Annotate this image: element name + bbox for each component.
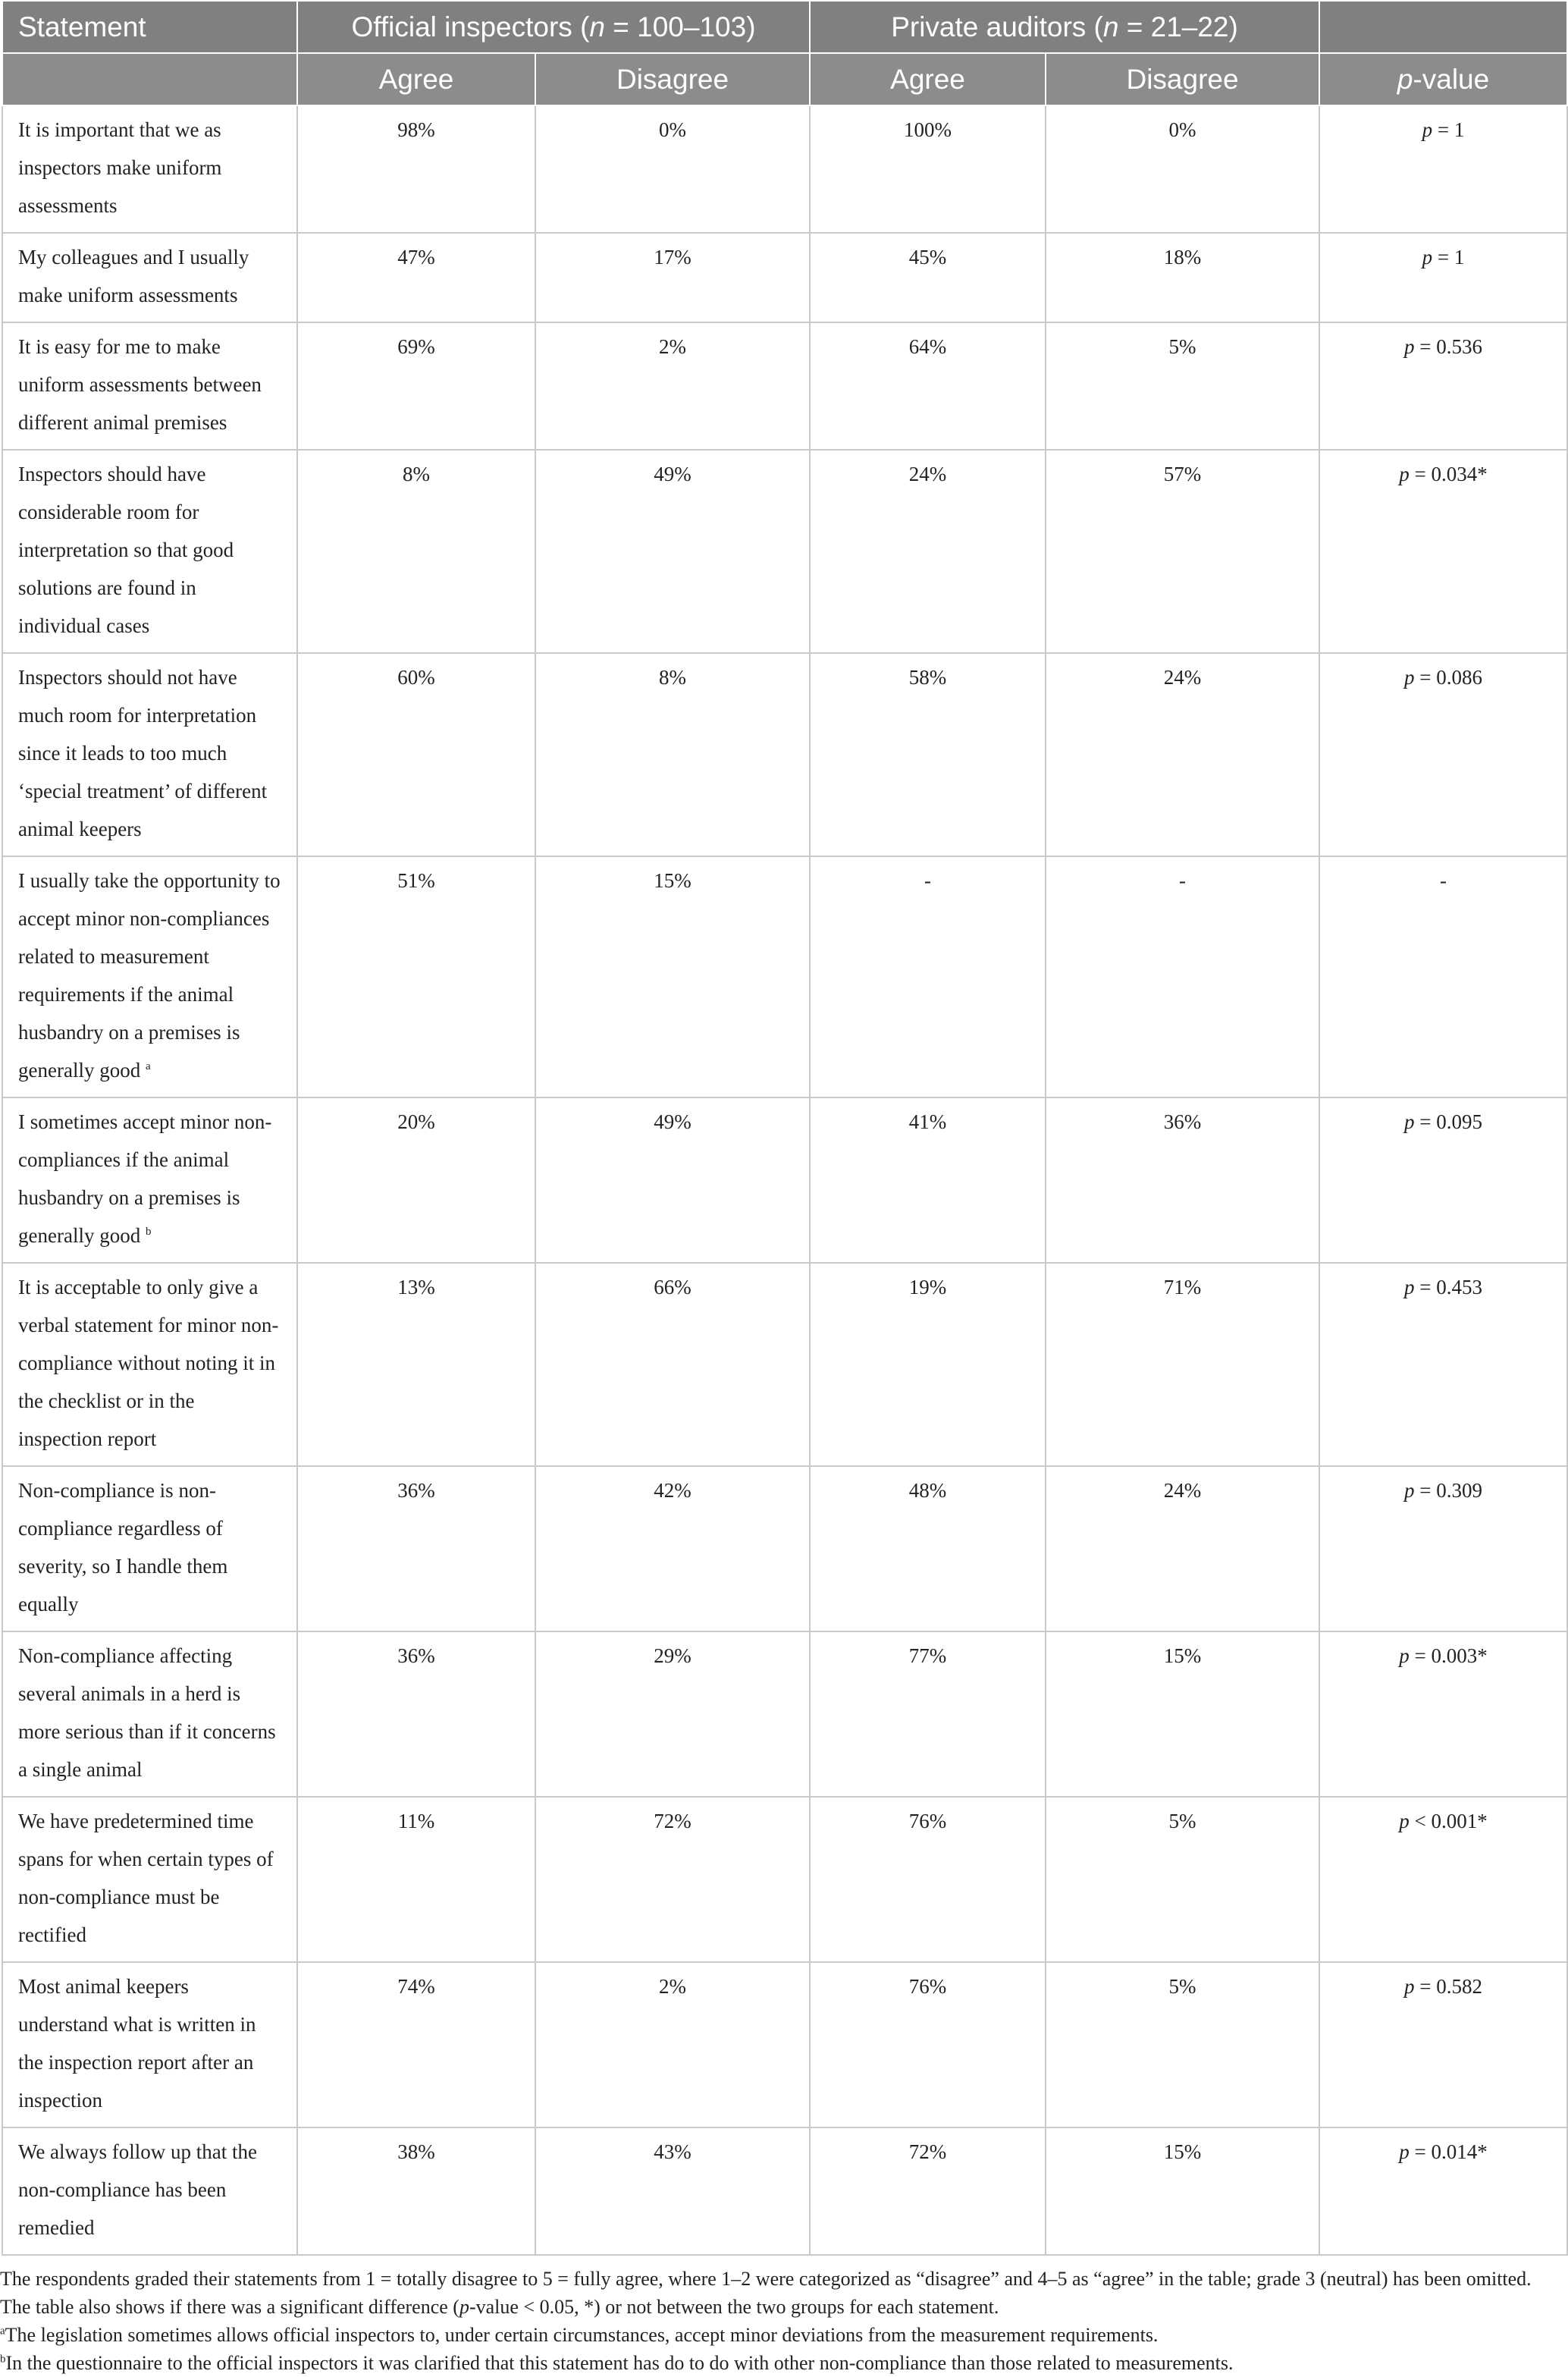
pa-disagree-cell: 71% [1046, 1263, 1319, 1466]
pa-agree-cell: 76% [810, 1962, 1046, 2127]
header-row-groups [2, 1, 1567, 53]
p-value-header: p-value [1319, 53, 1567, 105]
statement-cell: Most animal keepers understand what is written in the inspection report after an inspection [2, 1962, 297, 2127]
pa-agree-cell: 45% [810, 233, 1046, 322]
pa-agree-cell: 58% [810, 653, 1046, 856]
footnote-marker: b [145, 1226, 152, 1238]
pa-agree-cell: 77% [810, 1631, 1046, 1797]
table-row [2, 1466, 1567, 1631]
oi-agree-cell: 74% [297, 1962, 535, 2127]
pa-agree-cell: 48% [810, 1466, 1046, 1631]
p-value-cell: p = 0.014* [1319, 2127, 1567, 2255]
oi-disagree-cell: 8% [535, 653, 810, 856]
oi-disagree-cell: 42% [535, 1466, 810, 1631]
statement-cell: I usually take the opportunity to accept minor non-compliances related to measurement requirements if the animal husbandry on a premises is generally good $^a$ [2, 856, 297, 1097]
oi-agree-cell: 38% [297, 2127, 535, 2255]
p-value-cell: - [1319, 856, 1567, 1097]
oi-agree-header: Agree [297, 53, 535, 105]
empty-header [1319, 1, 1567, 53]
pa-agree-header: Agree [810, 53, 1046, 105]
oi-disagree-cell: 29% [535, 1631, 810, 1797]
statement-cell: Non-compliance affecting several animals in a herd is more serious than if it concerns a single animal [2, 1631, 297, 1797]
p-value-cell: p = 0.095 [1319, 1097, 1567, 1263]
pa-disagree-cell: 36% [1046, 1097, 1319, 1263]
p-value-cell: p = 0.582 [1319, 1962, 1567, 2127]
pa-agree-cell: 19% [810, 1263, 1046, 1466]
table-row [2, 653, 1567, 856]
statement-cell: Non-compliance is non-compliance regardless of severity, so I handle them equally [2, 1466, 297, 1631]
statement-header: Statement [2, 1, 297, 53]
footnote-b: $^b$In the questionnaire to the official inspectors it was clarified that this statement has do to do with other non-compliance than those related to measurements. [0, 2352, 1234, 2374]
oi-agree-cell: 20% [297, 1097, 535, 1263]
p-value-cell: p = 1 [1319, 233, 1567, 322]
pa-disagree-cell: 24% [1046, 653, 1319, 856]
oi-agree-cell: 69% [297, 322, 535, 450]
oi-disagree-header: Disagree [535, 53, 810, 105]
pa-disagree-cell: 0% [1046, 105, 1319, 233]
table-row [2, 1097, 1567, 1263]
pa-disagree-cell: 15% [1046, 1631, 1319, 1797]
table-row [2, 233, 1567, 322]
statement-cell: It is easy for me to make uniform assessments between different animal premises [2, 322, 297, 450]
pa-disagree-header: Disagree [1046, 53, 1319, 105]
table-row [2, 1797, 1567, 1962]
table-row [2, 105, 1567, 233]
oi-disagree-cell: 15% [535, 856, 810, 1097]
oi-agree-cell: 8% [297, 450, 535, 653]
oi-disagree-cell: 49% [535, 1097, 810, 1263]
table-row [2, 2127, 1567, 2255]
pa-disagree-cell: 15% [1046, 2127, 1319, 2255]
pa-agree-cell: - [810, 856, 1046, 1097]
table-row [2, 1263, 1567, 1466]
p-value-cell: p = 0.536 [1319, 322, 1567, 450]
header-row-columns [2, 53, 1567, 105]
p-value-cell: p = 0.003* [1319, 1631, 1567, 1797]
statement-cell: Inspectors should have considerable room for interpretation so that good solutions are found in individual cases [2, 450, 297, 653]
private-auditors-header: Private auditors (n = 21–22) [810, 1, 1319, 53]
pa-disagree-cell: 57% [1046, 450, 1319, 653]
pa-agree-cell: 41% [810, 1097, 1046, 1263]
p-value-cell: p = 1 [1319, 105, 1567, 233]
oi-disagree-cell: 17% [535, 233, 810, 322]
pa-agree-cell: 64% [810, 322, 1046, 450]
statement-cell: We have predetermined time spans for when certain types of non-compliance must be rectified [2, 1797, 297, 1962]
pa-agree-cell: 76% [810, 1797, 1046, 1962]
statement-cell: My colleagues and I usually make uniform assessments [2, 233, 297, 322]
official-inspectors-header: Official inspectors (n = 100–103) [297, 1, 810, 53]
table-body [2, 105, 1567, 2255]
statement-cell: Inspectors should not have much room for interpretation since it leads to too much ‘special treatment’ of different animal keepers [2, 653, 297, 856]
footnote-main: The respondents graded their statements from 1 = totally disagree to 5 = fully agree, where 1–2 were categorized as “disagree” and 4–5 as “agree” in the table; grade 3 (neutral) has been omitted. The table also shows if there was a significant difference (p-value < 0.05, *) or not between the two groups for each statement. [0, 2268, 1532, 2318]
p-value-cell: p = 0.086 [1319, 653, 1567, 856]
oi-agree-cell: 11% [297, 1797, 535, 1962]
footnote-marker: a [145, 1060, 151, 1072]
pa-disagree-cell: 18% [1046, 233, 1319, 322]
oi-agree-cell: 13% [297, 1263, 535, 1466]
pa-disagree-cell: - [1046, 856, 1319, 1097]
results-table [2, 0, 1568, 2256]
pa-disagree-cell: 5% [1046, 1797, 1319, 1962]
table-row [2, 856, 1567, 1097]
p-value-cell: p = 0.453 [1319, 1263, 1567, 1466]
oi-disagree-cell: 49% [535, 450, 810, 653]
p-value-cell: p < 0.001* [1319, 1797, 1567, 1962]
oi-agree-cell: 47% [297, 233, 535, 322]
statement-cell: We always follow up that the non-compliance has been remedied [2, 2127, 297, 2255]
footnote-a: $^a$The legislation sometimes allows official inspectors to, under certain circumstances, accept minor deviations from the measurement requirements. [0, 2324, 1159, 2346]
empty-subheader [2, 53, 297, 105]
table-row [2, 1962, 1567, 2127]
p-value-cell: p = 0.309 [1319, 1466, 1567, 1631]
statement-cell: It is acceptable to only give a verbal statement for minor non-compliance without noting it in the checklist or in the inspection report [2, 1263, 297, 1466]
pa-agree-cell: 72% [810, 2127, 1046, 2255]
table-row [2, 450, 1567, 653]
statement-cell: I sometimes accept minor non-compliances if the animal husbandry on a premises is generally good $^b$ [2, 1097, 297, 1263]
oi-disagree-cell: 0% [535, 105, 810, 233]
oi-agree-cell: 51% [297, 856, 535, 1097]
oi-disagree-cell: 66% [535, 1263, 810, 1466]
oi-agree-cell: 36% [297, 1466, 535, 1631]
pa-agree-cell: 100% [810, 105, 1046, 233]
pa-disagree-cell: 24% [1046, 1466, 1319, 1631]
pa-disagree-cell: 5% [1046, 322, 1319, 450]
table-footnotes [0, 2265, 1566, 2377]
oi-agree-cell: 36% [297, 1631, 535, 1797]
oi-disagree-cell: 43% [535, 2127, 810, 2255]
oi-agree-cell: 60% [297, 653, 535, 856]
table-row [2, 322, 1567, 450]
oi-disagree-cell: 2% [535, 1962, 810, 2127]
oi-disagree-cell: 72% [535, 1797, 810, 1962]
statement-cell: It is important that we as inspectors make uniform assessments [2, 105, 297, 233]
table-row [2, 1631, 1567, 1797]
p-value-cell: p = 0.034* [1319, 450, 1567, 653]
oi-agree-cell: 98% [297, 105, 535, 233]
pa-disagree-cell: 5% [1046, 1962, 1319, 2127]
pa-agree-cell: 24% [810, 450, 1046, 653]
oi-disagree-cell: 2% [535, 322, 810, 450]
